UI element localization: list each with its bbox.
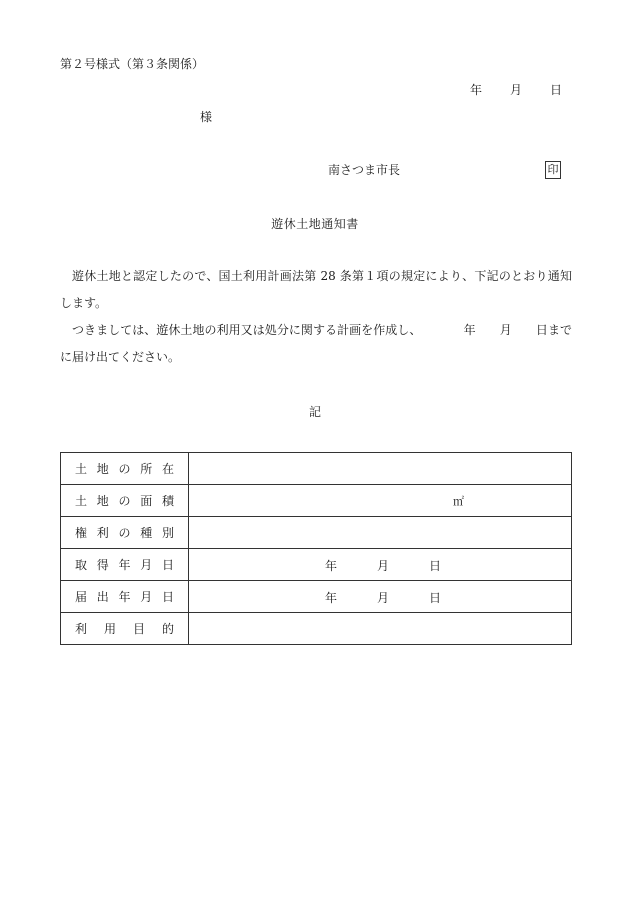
label-char: 利 [75, 622, 88, 636]
filing-date-field[interactable] [189, 581, 572, 613]
label-char: 地 [96, 462, 109, 476]
body-paragraph-2: つきましては、遊休土地の利用又は処分に関する計画を作成し、 年 月 日までに届け出てください。 [60, 323, 572, 364]
addressee-field[interactable] [200, 109, 212, 125]
table-row [61, 453, 572, 485]
label-char: 別 [161, 526, 174, 540]
issuer-name: 南さつま市長 [328, 163, 401, 177]
purpose-field[interactable] [189, 613, 572, 645]
label-char: の [118, 494, 131, 508]
label-char: 土 [75, 462, 88, 476]
date-day: 日 [429, 591, 442, 605]
area-field[interactable] [189, 485, 572, 517]
table-row [61, 517, 572, 549]
seal-mark: 印 [545, 161, 561, 179]
label-char: 取 [75, 558, 88, 572]
issue-date-year: 年 [470, 83, 483, 97]
date-year: 年 [325, 591, 338, 605]
label-char: 権 [75, 526, 88, 540]
row-label-purpose [61, 613, 189, 645]
location-field[interactable] [189, 453, 572, 485]
land-info-table [60, 452, 572, 645]
issue-date-day: 日 [550, 83, 563, 97]
label-char: 日 [161, 558, 174, 572]
label-char: 年 [118, 558, 131, 572]
row-label-filing-date [61, 581, 189, 613]
issue-date-month: 月 [510, 83, 523, 97]
label-char: の [118, 526, 131, 540]
body-paragraph-1: 遊休土地と認定したので、国土利用計画法第 28 条第１項の規定により、下記のとおり通知します。 [60, 269, 572, 310]
label-char: 得 [96, 558, 109, 572]
row-label-area [61, 485, 189, 517]
label-char: 地 [96, 494, 109, 508]
issue-date[interactable] [470, 82, 562, 98]
label-char: 積 [161, 494, 174, 508]
area-unit: ㎡ [453, 495, 464, 508]
date-month: 月 [377, 591, 390, 605]
row-label-right-type [61, 517, 189, 549]
row-label-location [61, 453, 189, 485]
label-char: 届 [75, 590, 88, 604]
date-year: 年 [325, 559, 338, 573]
right-type-field[interactable] [189, 517, 572, 549]
label-char: 年 [118, 590, 131, 604]
label-char: 所 [140, 462, 153, 476]
label-char: 目 [132, 622, 145, 636]
body-text [60, 263, 572, 371]
document-title: 遊休土地通知書 [271, 217, 359, 231]
form-number: 第２号様式（第３条関係） [60, 57, 205, 71]
label-char: 出 [96, 590, 109, 604]
label-char: 月 [140, 558, 153, 572]
label-char: 的 [161, 622, 174, 636]
label-char: 用 [103, 622, 116, 636]
ki-heading: 記 [308, 405, 321, 419]
label-char: 日 [161, 590, 174, 604]
label-char: 土 [75, 494, 88, 508]
table-row [61, 549, 572, 581]
table-row [61, 581, 572, 613]
addressee-suffix: 様 [200, 110, 213, 124]
label-char: 種 [140, 526, 153, 540]
label-char: 利 [96, 526, 109, 540]
acquisition-date-field[interactable] [189, 549, 572, 581]
date-day: 日 [429, 559, 442, 573]
label-char: 月 [140, 590, 153, 604]
table-row [61, 613, 572, 645]
label-char: 在 [161, 462, 174, 476]
table-row [61, 485, 572, 517]
label-char: 面 [140, 494, 153, 508]
label-char: の [118, 462, 131, 476]
row-label-acquisition-date [61, 549, 189, 581]
date-month: 月 [377, 559, 390, 573]
